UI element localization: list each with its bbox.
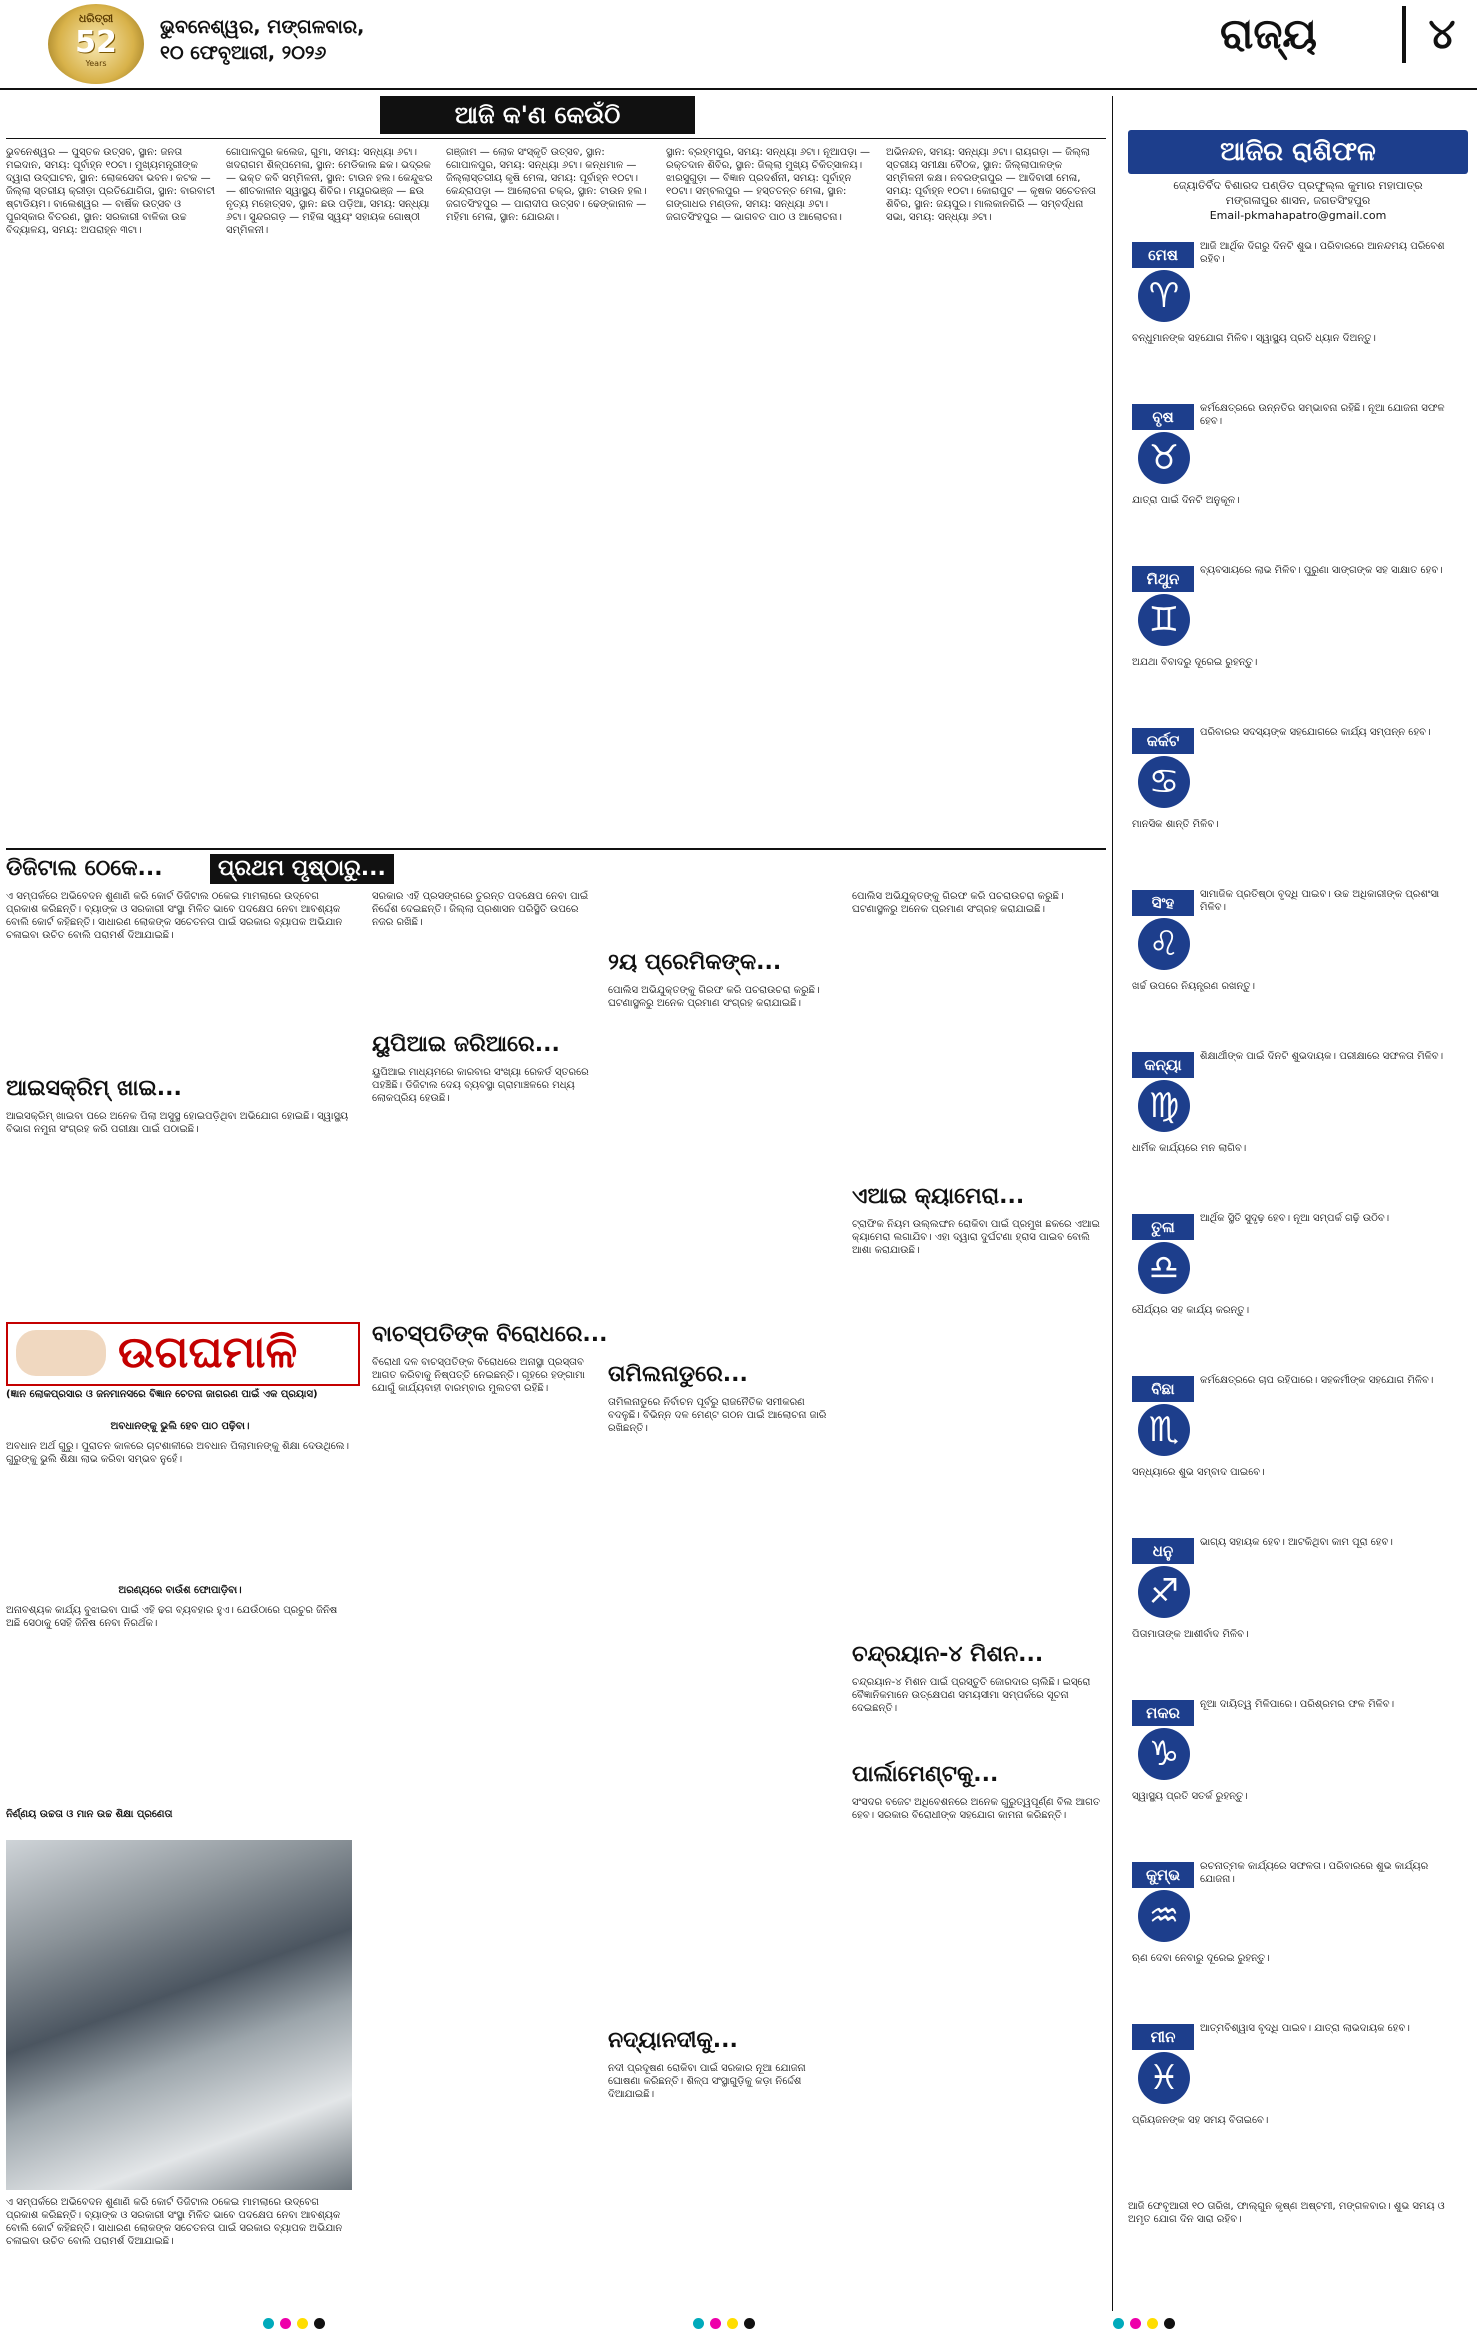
dateline [160, 14, 364, 66]
rashi-text-2: ମାନସିକ ଶାନ୍ତି ମିଳିବ। [1132, 819, 1219, 830]
astrologer-address: ମଙ୍ଗଳାପୁର ଶାସନ, ଜଗତସିଂହପୁର [1225, 194, 1371, 207]
continued-banner: ପ୍ରଥମ ପୃଷ୍ଠାରୁ... [210, 854, 394, 884]
rashi-text: ଶିକ୍ଷାର୍ଥୀଙ୍କ ପାଇଁ ଦିନଟି ଶୁଭଦାୟକ। ପରୀକ୍ଷାରେ ସଫଳତା ମିଳିବ। [1200, 1051, 1444, 1062]
zodiac-icon: ♈ [1138, 270, 1190, 322]
rashi-label: କୁମ୍ଭ [1132, 1862, 1194, 1888]
ugaghmali-credit: ନିର୍ଣ୍ଣୟ ଉଚ୍ଚତା ଓ ମାନ ଉଚ୍ଚ ଶିକ୍ଷା ପ୍ରଣେତା [6, 1809, 173, 1820]
rashi-text-2: ଯାତ୍ରା ପାଇଁ ଦିନଟି ଅନୁକୂଳ। [1132, 495, 1240, 506]
events-banner: ଆଜି କ'ଣ କେଉଁଠି [380, 96, 695, 134]
article-lover: ପୋଲିସ ଅଭିଯୁକ୍ତଙ୍କୁ ଗିରଫ କରି ପଚରାଉଚରା କରୁଛି। ଘଟଣାସ୍ଥଳରୁ ଅନେକ ପ୍ରମାଣ ସଂଗ୍ରହ କରାଯାଇଛି। [608, 985, 820, 1009]
zodiac-icon: ♉ [1138, 432, 1190, 484]
rashi-text: ଭାଗ୍ୟ ସହାୟକ ହେବ। ଆଟକିଥିବା କାମ ପୂରା ହେବ। [1200, 1537, 1393, 1548]
zodiac-icon: ♓ [1138, 2052, 1190, 2104]
zodiac-icon: ♎ [1138, 1242, 1190, 1294]
logo-years: 52 [75, 24, 117, 60]
headline-speaker: ବାଚସ୍ପତିଙ୍କ ବିରୋଧରେ... [372, 1322, 608, 1347]
section-title: ରାଜ୍ୟ [1220, 9, 1318, 58]
events-column-3: ଗଞ୍ଜାମ — ଲୋକ ସଂସ୍କୃତି ଉତ୍ସବ, ସ୍ଥାନ: ଗୋପାଳପୁର, ସମୟ: ସନ୍ଧ୍ୟା ୬ଟା। କନ୍ଧମାଳ — ଜିଲ୍ଲାସ୍ତରୀୟ କୃଷି ମେଳା, ସମୟ: ପୂର୍ବାହ୍ନ ୧୦ଟା। କେନ୍ଦ୍ରାପଡ଼ା — ଆଲୋଚନା ଚକ୍ର, ସ୍ଥାନ: ଟାଉନ ହଲ। ଜଗତସିଂହପୁର — ପାରାଦୀପ ଉତ୍ସବ। ଢେଙ୍କାନାଳ — ମହିମା ମେଳା, ସ୍ଥାନ: ଯୋରନ୍ଦା। [446, 147, 647, 223]
newspaper-logo [48, 4, 144, 84]
zodiac-icon: ♑ [1138, 1728, 1190, 1780]
article-tamilnadu: ତାମିଲନାଡୁରେ ନିର୍ବାଚନ ପୂର୍ବରୁ ରାଜନୈତିକ ସମୀକରଣ ବଦଳୁଛି। ବିଭିନ୍ନ ଦଳ ମେଣ୍ଟ ଗଠନ ପାଇଁ ଆଲୋଚନା ଜାରି ରଖିଛନ୍ତି। [608, 1397, 827, 1434]
article-continued: ସରକାର ଏହି ପ୍ରସଙ୍ଗରେ ତୁରନ୍ତ ପଦକ୍ଷେପ ନେବା ପାଇଁ ନିର୍ଦ୍ଦେଶ ଦେଇଛନ୍ତି। ଜିଲ୍ଲା ପ୍ରଶାସନ ପରିସ୍ଥିତି ଉପରେ ନଜର ରଖିଛି। [372, 891, 589, 928]
headline-ai-camera: ଏଆଇ କ୍ୟାମେରା... [852, 1184, 1025, 1209]
events-column-5: ଅଭିନନ୍ଦନ, ସମୟ: ସନ୍ଧ୍ୟା ୬ଟା। ରାୟଗଡ଼ା — ଜିଲ୍ଲା ସ୍ତରୀୟ ସମୀକ୍ଷା ବୈଠକ, ସ୍ଥାନ: ଜିଲ୍ଲାପାଳଙ୍କ ସମ୍ମିଳନୀ କକ୍ଷ। ନବରଙ୍ଗପୁର — ଆଦିବାସୀ ମେଳା, ସମୟ: ପୂର୍ବାହ୍ନ ୧୦ଟା। କୋରାପୁଟ — କୃଷକ ସଚେତନତା ଶିବିର, ସ୍ଥାନ: ଜୟପୁର। ମାଲକାନଗିରି — ସମ୍ବର୍ଦ୍ଧନା ସଭା, ସମୟ: ସନ୍ଧ୍ୟା ୬ଟା। [886, 147, 1096, 223]
panjika-text: ଆଜି ଫେବୃଆରୀ ୧୦ ତାରିଖ, ଫାଲ୍‌ଗୁନ କୃଷ୍ଣ ଅଷ୍ଟମୀ, ମଙ୍ଗଳବାର। ଶୁଭ ସମୟ ଓ ଅମୃତ ଯୋଗ ଦିନ ସାରା ରହିବ। [1128, 2201, 1445, 2225]
rashi-text-2: ଋଣ ଦେବା ନେବାରୁ ଦୂରେଇ ରୁହନ୍ତୁ। [1132, 1953, 1270, 1964]
astrologer-name: ଜ୍ୟୋତିର୍ବିଦ ବିଶାରଦ ପଣ୍ଡିତ ପ୍ରଫୁଲ୍ଲ କୁମାର ମହାପାତ୍ର [1173, 179, 1423, 192]
rashi-7 [1128, 1208, 1468, 1358]
headline-icecream: ଆଇସକ୍ରିମ୍ ଖାଇ... [6, 1076, 182, 1101]
zodiac-icon: ♒ [1138, 1890, 1190, 1942]
rashi-label: କର୍କଟ [1132, 728, 1194, 754]
rashi-4 [1128, 722, 1468, 872]
article-speaker: ବିରୋଧୀ ଦଳ ବାଚସ୍ପତିଙ୍କ ବିରୋଧରେ ଅନାସ୍ଥା ପ୍ରସ୍ତାବ ଆଗତ କରିବାକୁ ନିଷ୍ପତ୍ତି ନେଇଛନ୍ତି। ଗୃହରେ ହଙ୍ଗାମା ଯୋଗୁଁ କାର୍ଯ୍ୟବାହୀ ବାରମ୍ବାର ମୁଲତବୀ ରହିଛି। [372, 1357, 585, 1394]
rashi-text: ବ୍ୟବସାୟରେ ଲାଭ ମିଳିବ। ପୁରୁଣା ସାଙ୍ଗଙ୍କ ସହ ସାକ୍ଷାତ ହେବ। [1200, 565, 1443, 576]
cartoon-faces-illustration [16, 1330, 106, 1376]
divider [6, 138, 1106, 139]
rashi-5 [1128, 884, 1468, 1034]
astrologer-email: Email-pkmahapatro@gmail.com [1209, 209, 1387, 222]
zodiac-icon: ♐ [1138, 1566, 1190, 1618]
ugaghmali-subhead-1: ଅବଧାନଙ୍କୁ ଭୁଲି ହେବ ପାଠ ପଢ଼ିବା। [110, 1421, 250, 1432]
rashi-label: ବୃଷ [1132, 404, 1194, 430]
zodiac-icon: ♋ [1138, 756, 1190, 808]
rashifal-byline [1128, 178, 1468, 223]
ugaghmali-box [6, 1322, 360, 1386]
rashi-11 [1128, 1856, 1468, 2006]
headline-upi: ୟୁପିଆଇ ଜରିଆରେ... [372, 1032, 560, 1057]
registration-dots [1110, 2318, 1178, 2334]
rashi-text: କର୍ମକ୍ଷେତ୍ରରେ ଚାପ ରହିପାରେ। ସହକର୍ମୀଙ୍କ ସହଯୋଗ ମିଳିବ। [1200, 1375, 1434, 1386]
events-column-4: ସ୍ଥାନ: ବ୍ରହ୍ମପୁର, ସମୟ: ସନ୍ଧ୍ୟା ୬ଟା। ନୂଆପଡ଼ା — ରକ୍ତଦାନ ଶିବିର, ସ୍ଥାନ: ଜିଲ୍ଲା ମୁଖ୍ୟ ଚିକିତ୍ସାଳୟ। ଝାରସୁଗୁଡ଼ା — ବିଜ୍ଞାନ ପ୍ରଦର୍ଶନୀ, ସମୟ: ପୂର୍ବାହ୍ନ ୧୦ଟା। ସମ୍ବଲପୁର — ହସ୍ତତନ୍ତ ମେଳା, ସ୍ଥାନ: ଗଙ୍ଗାଧର ମଣ୍ଡଳ, ସମୟ: ସନ୍ଧ୍ୟା ୬ଟା। ଜଗତସିଂହପୁର — ଭାଗବତ ପାଠ ଓ ଆଲୋଚନା। [666, 147, 870, 223]
headline-digital: ଡିଜିଟାଲ ଠେକେ... [6, 856, 163, 881]
weather-caption: ଏ ସମ୍ପର୍କରେ ଅଭିବେଦନ ଶୁଣାଣି କରି କୋର୍ଟ ଡିଜିଟାଲ ଠକେଇ ମାମଲାରେ ଉଦ୍ବେଗ ପ୍ରକାଶ କରିଛନ୍ତି। ବ୍ୟାଙ୍କ ଓ ସରକାରୀ ସଂସ୍ଥା ମିଳିତ ଭାବେ ପଦକ୍ଷେପ ନେବା ଆବଶ୍ୟକ ବୋଲି କୋର୍ଟ କହିଛନ୍ତି। ସାଧାରଣ ଲୋକଙ୍କ ସଚେତନତା ପାଇଁ ସରକାର ବ୍ୟାପକ ଅଭିଯାନ ଚଳାଇବା ଉଚିତ ବୋଲି ପରାମର୍ଶ ଦିଆଯାଇଛି। [6, 2197, 343, 2247]
headline-tamilnadu: ତାମିଲନାଡୁରେ... [608, 1362, 748, 1387]
article-icecream: ଆଇସକ୍ରିମ୍ ଖାଇବା ପରେ ଅନେକ ପିଲା ଅସୁସ୍ଥ ହୋଇପଡ଼ିଥିବା ଅଭିଯୋଗ ହୋଇଛି। ସ୍ୱାସ୍ଥ୍ୟ ବିଭାଗ ନମୁନା ସଂଗ୍ରହ କରି ପରୀକ୍ଷା ପାଇଁ ପଠାଇଛି। [6, 1111, 349, 1135]
zodiac-icon: ♏ [1138, 1404, 1190, 1456]
rashi-9 [1128, 1532, 1468, 1682]
rashi-label: ମୀନ [1132, 2024, 1194, 2050]
date-line-1: ଭୁବନେଶ୍ୱର, ମଙ୍ଗଳବାର, [160, 16, 365, 38]
rashi-text-2: ଖର୍ଚ୍ଚ ଉପରେ ନିୟନ୍ତ୍ରଣ ରଖନ୍ତୁ। [1132, 981, 1256, 992]
rashifal-banner: ଆଜିର ରାଶିଫଳ [1128, 130, 1468, 174]
rashi-8 [1128, 1370, 1468, 1520]
ugaghmali-title: ଉଗଘମାଳି [118, 1327, 298, 1378]
rashi-1 [1128, 236, 1468, 386]
rashi-text-2: ଅଯଥା ବିବାଦରୁ ଦୂରେଇ ରୁହନ୍ତୁ। [1132, 657, 1258, 668]
rashi-3 [1128, 560, 1468, 710]
rashi-text: ସାମାଜିକ ପ୍ରତିଷ୍ଠା ବୃଦ୍ଧି ପାଇବ। ଉଚ୍ଚ ଅଧିକାରୀଙ୍କ ପ୍ରଶଂସା ମିଳିବ। [1200, 889, 1440, 913]
satellite-weather-image [6, 1840, 352, 2190]
rashi-2 [1128, 398, 1468, 548]
rashi-12 [1128, 2018, 1468, 2168]
rashi-text-2: ସନ୍ଧ୍ୟାରେ ଶୁଭ ସମ୍ବାଦ ପାଇବେ। [1132, 1467, 1265, 1478]
rashi-label: ଧନୁ [1132, 1538, 1194, 1564]
rashi-text-2: ବନ୍ଧୁମାନଙ୍କ ସହଯୋଗ ମିଳିବ। ସ୍ୱାସ୍ଥ୍ୟ ପ୍ରତି ଧ୍ୟାନ ଦିଅନ୍ତୁ। [1132, 333, 1376, 344]
rashi-label: ମକର [1132, 1700, 1194, 1726]
print-registration-marks [0, 2314, 1477, 2338]
article-river: ନଦୀ ପ୍ରଦୂଷଣ ରୋକିବା ପାଇଁ ସରକାର ନୂଆ ଯୋଜନା ଘୋଷଣା କରିଛନ୍ତି। ଶିଳ୍ପ ସଂସ୍ଥାଗୁଡ଼ିକୁ କଡ଼ା ନିର୍ଦ୍ଦେଶ ଦିଆଯାଇଛି। [608, 2063, 806, 2100]
masthead [0, 0, 1477, 90]
headline-lover: ୨ୟ ପ୍ରେମିକଙ୍କ... [608, 950, 782, 975]
headline-chandrayaan: ଚନ୍ଦ୍ରୟାନ-୪ ମିଶନ... [852, 1642, 1044, 1667]
page-number: ୪ [1402, 6, 1477, 63]
ugaghmali-tagline: (ଜ୍ଞାନ ଲୋକପ୍ରସାର ଓ ଜନମାନସରେ ବିଜ୍ଞାନ ଚେତନା ଜାଗରଣ ପାଇଁ ଏକ ପ୍ରୟାସ) [6, 1389, 318, 1400]
headline-river: ନଦ୍ୟାନଦୀକୁ... [608, 2028, 738, 2053]
divider [6, 848, 1106, 850]
rashi-text-2: ଧୈର୍ଯ୍ୟର ସହ କାର୍ଯ୍ୟ କରନ୍ତୁ। [1132, 1305, 1250, 1316]
article-lover-cont: ପୋଲିସ ଅଭିଯୁକ୍ତଙ୍କୁ ଗିରଫ କରି ପଚରାଉଚରା କରୁଛି। ଘଟଣାସ୍ଥଳରୁ ଅନେକ ପ୍ରମାଣ ସଂଗ୍ରହ କରାଯାଇଛି। [852, 891, 1064, 915]
date-line-2: ୧୦ ଫେବୃଆରୀ, ୨୦୨୬ [160, 42, 327, 64]
rashi-label: କନ୍ୟା [1132, 1052, 1194, 1078]
rashi-text: ରଚନାତ୍ମକ କାର୍ଯ୍ୟରେ ସଫଳତା। ପରିବାରରେ ଶୁଭ କାର୍ଯ୍ୟର ଯୋଜନା। [1200, 1861, 1429, 1885]
registration-dots [690, 2318, 758, 2334]
rashi-10 [1128, 1694, 1468, 1844]
logo-sub: Years [85, 58, 107, 68]
article-parliament: ସଂସଦର ବଜେଟ ଅଧିବେଶନରେ ଅନେକ ଗୁରୁତ୍ୱପୂର୍ଣ୍ଣ ବିଲ ଆଗତ ହେବ। ସରକାର ବିରୋଧୀଙ୍କ ସହଯୋଗ କାମନା କରିଛନ୍ତି। [852, 1797, 1100, 1821]
article-chandrayaan: ଚନ୍ଦ୍ରୟାନ-୪ ମିଶନ ପାଇଁ ପ୍ରସ୍ତୁତି ଜୋରଦାର ଚାଲିଛି। ଇସ୍ରୋ ବୈଜ୍ଞାନିକମାନେ ଉତ୍କ୍ଷେପଣ ସମୟସୀମା ସମ୍ପର୍କରେ ସୂଚନା ଦେଇଛନ୍ତି। [852, 1677, 1091, 1714]
rashi-text: କର୍ମକ୍ଷେତ୍ରରେ ଉନ୍ନତିର ସମ୍ଭାବନା ରହିଛି। ନୂଆ ଯୋଜନା ସଫଳ ହେବ। [1200, 403, 1445, 427]
zodiac-icon: ♊ [1138, 594, 1190, 646]
rashi-label: ବିଛା [1132, 1376, 1194, 1402]
rashi-text-2: ସ୍ୱାସ୍ଥ୍ୟ ପ୍ରତି ସତର୍କ ରୁହନ୍ତୁ। [1132, 1791, 1248, 1802]
column-divider [1112, 96, 1113, 2311]
ugaghmali-body-2: ଅନାବଶ୍ୟକ କାର୍ଯ୍ୟ ବୁଝାଇବା ପାଇଁ ଏହି ଢଗ ବ୍ୟବହାର ହୁଏ। ଯେଉଁଠାରେ ପ୍ରଚୁର ଜିନିଷ ଅଛି ସେଠାକୁ ସେହି ଜିନିଷ ନେବା ନିରର୍ଥକ। [6, 1605, 338, 1629]
events-column-2: ଗୋପାଳପୁର କଲେଜ, ଗୁମା, ସମୟ: ସନ୍ଧ୍ୟା ୬ଟା। ଖଦରାଗମ ଶିଳ୍ପମେଳା, ସ୍ଥାନ: ମେଡିକାଲ ଛକ। ଭଦ୍ରକ — ଭକ୍ତ କବି ସମ୍ମିଳନୀ, ସ୍ଥାନ: ଟାଉନ ହଲ। କେନ୍ଦୁଝର — ଶୀତକାଳୀନ ସ୍ୱାସ୍ଥ୍ୟ ଶିବିର। ମୟୂରଭଞ୍ଜ — ଛଉ ନୃତ୍ୟ ମହୋତ୍ସବ, ସ୍ଥାନ: ଛଉ ପଡ଼ିଆ, ସମୟ: ସନ୍ଧ୍ୟା ୬ଟା। ସୁନ୍ଦରଗଡ଼ — ମହିଳା ସ୍ୱୟଂ ସହାୟକ ଗୋଷ୍ଠୀ ସମ୍ମିଳନୀ। [226, 147, 433, 236]
rashi-text: ନୂଆ ଦାୟିତ୍ୱ ମିଳିପାରେ। ପରିଶ୍ରମର ଫଳ ମିଳିବ। [1200, 1699, 1395, 1710]
ugaghmali-subhead-2: ଅରଣ୍ୟରେ ବାଉଁଶ ଫୋପାଡ଼ିବା। [118, 1585, 242, 1596]
events-column-1: ଭୁବନେଶ୍ୱର — ପୁସ୍ତକ ଉତ୍ସବ, ସ୍ଥାନ: ଜନତା ମଇଦାନ, ସମୟ: ପୂର୍ବାହ୍ନ ୧୦ଟା। ମୁଖ୍ୟମନ୍ତ୍ରୀଙ୍କ ଦ୍ୱାରା ଉଦ୍‌ଘାଟନ, ସ୍ଥାନ: ଲୋକସେବା ଭବନ। କଟକ — ଜିଲ୍ଲା ସ୍ତରୀୟ କ୍ରୀଡ଼ା ପ୍ରତିଯୋଗିତା, ସ୍ଥାନ: ବାରବାଟୀ ଷ୍ଟାଡିୟମ। ବାଲେଶ୍ୱର — ବାର୍ଷିକ ଉତ୍ସବ ଓ ପୁରସ୍କାର ବିତରଣ, ସ୍ଥାନ: ସରକାରୀ ବାଳିକା ଉଚ୍ଚ ବିଦ୍ୟାଳୟ, ସମୟ: ଅପରାହ୍ନ ୩ଟା। [6, 147, 216, 236]
rashi-text: ଆତ୍ମବିଶ୍ୱାସ ବୃଦ୍ଧି ପାଇବ। ଯାତ୍ରା ଲାଭଦାୟକ ହେବ। [1200, 2023, 1410, 2034]
rashi-label: ମେଷ [1132, 242, 1194, 268]
rashi-6 [1128, 1046, 1468, 1196]
rashi-text: ପରିବାରର ସଦସ୍ୟଙ୍କ ସହଯୋଗରେ କାର୍ଯ୍ୟ ସମ୍ପନ୍ନ ହେବ। [1200, 727, 1431, 738]
zodiac-icon: ♌ [1138, 918, 1190, 970]
zodiac-icon: ♍ [1138, 1080, 1190, 1132]
rashi-text: ଆର୍ଥିକ ସ୍ଥିତି ସୁଦୃଢ଼ ହେବ। ନୂଆ ସମ୍ପର୍କ ଗଢ଼ି ଉଠିବ। [1200, 1213, 1390, 1224]
rashi-label: ମିଥୁନ [1132, 566, 1194, 592]
rashi-text-2: ପ୍ରିୟଜନଙ୍କ ସହ ସମୟ ବିତାଇବେ। [1132, 2115, 1269, 2126]
rashi-text: ଆଜି ଆର୍ଥିକ ଦିଗରୁ ଦିନଟି ଶୁଭ। ପରିବାରରେ ଆନନ୍ଦମୟ ପରିବେଶ ରହିବ। [1200, 241, 1445, 265]
rashi-label: ସିଂହ [1132, 890, 1194, 916]
logo-name: ଧରିତ୍ରୀ [78, 12, 114, 25]
rashi-label: ତୁଳା [1132, 1214, 1194, 1240]
ugaghmali-body-1: ଅବଧାନ ଅର୍ଥ ଗୁରୁ। ପୁରାତନ କାଳରେ ଚାଟଶାଳୀରେ ଅବଧାନ ପିଲାମାନଙ୍କୁ ଶିକ୍ଷା ଦେଉଥିଲେ। ଗୁରୁଙ୍କୁ ଭୁଲି ଶିକ୍ଷା ଲାଭ କରିବା ସମ୍ଭବ ନୁହେଁ। [6, 1441, 349, 1465]
registration-dots [260, 2318, 328, 2334]
article-ai-camera: ଟ୍ରାଫିକ ନିୟମ ଉଲ୍ଲଙ୍ଘନ ରୋକିବା ପାଇଁ ପ୍ରମୁଖ ଛକରେ ଏଆଇ କ୍ୟାମେରା ଲଗାଯିବ। ଏହା ଦ୍ୱାରା ଦୁର୍ଘଟଣା ହ୍ରାସ ପାଇବ ବୋଲି ଆଶା କରାଯାଉଛି। [852, 1219, 1100, 1256]
article-digital: ଏ ସମ୍ପର୍କରେ ଅଭିବେଦନ ଶୁଣାଣି କରି କୋର୍ଟ ଡିଜିଟାଲ ଠକେଇ ମାମଲାରେ ଉଦ୍ବେଗ ପ୍ରକାଶ କରିଛନ୍ତି। ବ୍ୟାଙ୍କ ଓ ସରକାରୀ ସଂସ୍ଥା ମିଳିତ ଭାବେ ପଦକ୍ଷେପ ନେବା ଆବଶ୍ୟକ ବୋଲି କୋର୍ଟ କହିଛନ୍ତି। ସାଧାରଣ ଲୋକଙ୍କ ସଚେତନତା ପାଇଁ ସରକାର ବ୍ୟାପକ ଅଭିଯାନ ଚଳାଇବା ଉଚିତ ବୋଲି ପରାମର୍ଶ ଦିଆଯାଇଛି। [6, 891, 343, 941]
headline-parliament: ପାର୍ଲାମେଣ୍ଟକୁ... [852, 1762, 999, 1787]
article-upi: ୟୁପିଆଇ ମାଧ୍ୟମରେ କାରବାର ସଂଖ୍ୟା ରେକର୍ଡ ସ୍ତରରେ ପହଞ୍ଚିଛି। ଡିଜିଟାଲ ଦେୟ ବ୍ୟବସ୍ଥା ଗ୍ରାମାଞ୍ଚଳରେ ମଧ୍ୟ ଲୋକପ୍ରିୟ ହେଉଛି। [372, 1067, 589, 1104]
rashi-text-2: ଧାର୍ମିକ କାର୍ଯ୍ୟରେ ମନ ଲାଗିବ। [1132, 1143, 1247, 1154]
rashi-text-2: ପିତାମାତାଙ୍କ ଆଶୀର୍ବାଦ ମିଳିବ। [1132, 1629, 1249, 1640]
